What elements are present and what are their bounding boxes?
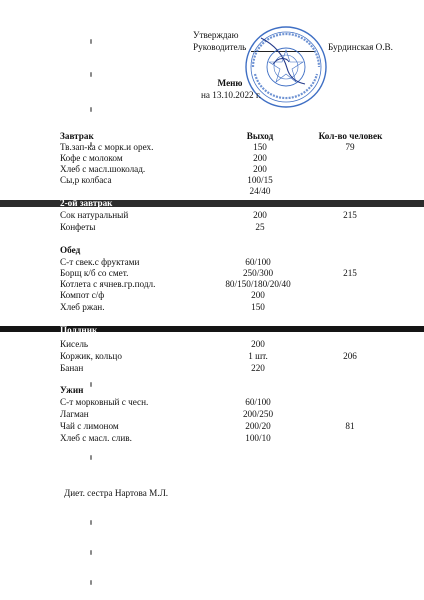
dish-name: Хлеб ржан. — [60, 302, 105, 312]
dish-out: 200 — [251, 290, 265, 300]
role-label: Руководитель — [193, 42, 247, 52]
dish-name: Кисель — [60, 339, 89, 349]
dish-out: 24/40 — [249, 186, 271, 196]
lunch-title: Обед — [60, 245, 81, 255]
punch-hole — [90, 455, 92, 460]
dish-name: Сок натуральный — [60, 210, 129, 220]
punch-hole — [90, 580, 92, 585]
dish-out: 100/10 — [245, 433, 271, 443]
people-count: 81 — [345, 421, 355, 431]
punch-hole — [90, 382, 92, 387]
dish-name: Тв.зап-ка с морк.и орех. — [60, 142, 154, 152]
punch-hole — [90, 39, 92, 44]
dish-name: Банан — [60, 363, 84, 373]
dish-out: 200 — [253, 164, 267, 174]
dish-name: С-т свек.с фруктами — [60, 257, 140, 267]
dish-name: Коржик, кольцо — [60, 351, 122, 361]
punch-hole — [90, 72, 92, 77]
dish-name: Кофе с молоком — [60, 153, 123, 163]
people-count: 79 — [345, 142, 355, 152]
dish-name: Компот с/ф — [60, 290, 105, 300]
director-name: Бурдинская О.В. — [328, 42, 393, 52]
dish-out: 100/15 — [247, 175, 273, 185]
dish-out: 200/20 — [245, 421, 271, 431]
dish-out: 60/100 — [245, 257, 271, 267]
dish-out: 200 — [253, 210, 267, 220]
punch-hole — [90, 520, 92, 525]
dish-out: 200/250 — [242, 409, 274, 419]
punch-hole — [90, 107, 92, 112]
dish-name: С-т морковный с чесн. — [60, 397, 149, 407]
dish-out: 60/100 — [245, 397, 271, 407]
dinner-title: Ужин — [60, 385, 84, 395]
dish-out: 200 — [251, 339, 265, 349]
column-header-out: Выход — [246, 131, 274, 141]
dish-out: 150 — [253, 142, 267, 152]
dish-name: Чай с лимоном — [60, 421, 119, 431]
dish-name: Борщ к/б со смет. — [60, 268, 129, 278]
people-count: 206 — [343, 351, 357, 361]
dish-out: 150 — [251, 302, 265, 312]
snack-title: Полдник — [60, 325, 98, 335]
people-count: 215 — [343, 210, 357, 220]
dish-name: Хлеб с масл. слив. — [60, 433, 132, 443]
dish-name: Лагман — [60, 409, 89, 419]
menu-title: Меню — [217, 78, 243, 88]
dish-out: 220 — [251, 363, 265, 373]
dietitian-signature: Диет. сестра Нартова М.Л. — [64, 488, 169, 498]
dish-name: Конфеты — [60, 222, 96, 232]
dish-name: Сы,р колбаса — [60, 175, 112, 185]
second-breakfast-title: 2-ой завтрак — [60, 198, 113, 208]
dish-out: 25 — [255, 222, 265, 232]
dish-name: Хлеб с масл.шоколад. — [60, 164, 146, 174]
dish-name: Котлета с ячнев.гр.подл. — [60, 279, 156, 289]
dish-out: 80/150/180/20/40 — [225, 279, 291, 289]
punch-hole — [90, 550, 92, 555]
menu-date: на 13.10.2022 г. — [201, 90, 261, 100]
breakfast-title: Завтрак — [60, 131, 94, 141]
dish-out: 200 — [253, 153, 267, 163]
column-header-people: Кол-во человек — [318, 131, 383, 141]
dish-out: 250/300 — [242, 268, 274, 278]
approve-label: Утверждаю — [193, 30, 239, 40]
dish-out: 1 шт. — [248, 351, 268, 361]
people-count: 215 — [343, 268, 357, 278]
